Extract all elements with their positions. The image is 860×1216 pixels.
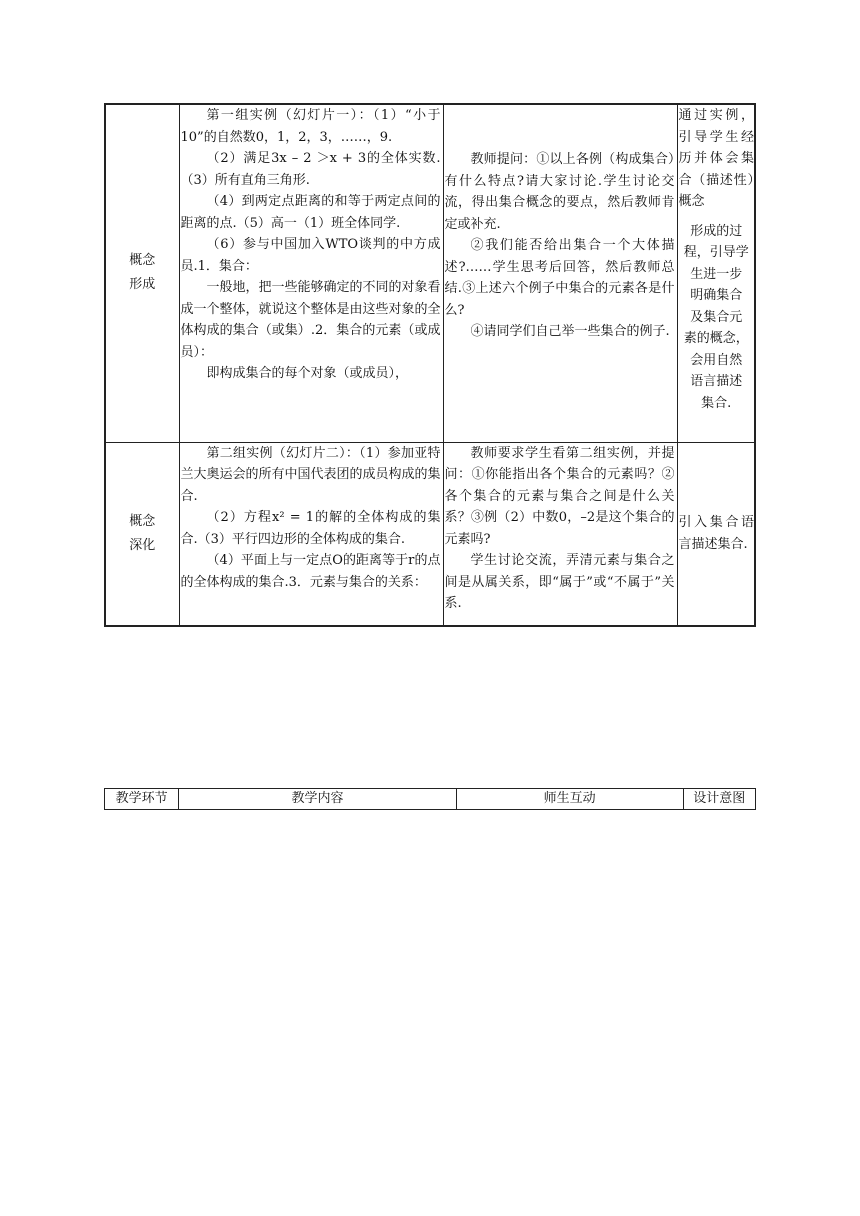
content-cell — [179, 104, 443, 442]
intent-line: 会用自然 — [690, 352, 743, 368]
content-paragraph: （4）到两定点距离的和等于两定点间的距离的点.（5）高一（1）班全体同学. — [180, 194, 441, 231]
stage-label: 形成 — [129, 277, 156, 293]
interaction-paragraph: 教师要求学生看第二组实例，并提问：①你能指出各个集合的元素吗？②各个集合的元素与集合之间是什么关系？③例（2）中数0，–2是这个集合的元素吗? — [444, 445, 675, 547]
header-stage: 教学环节 — [105, 789, 179, 810]
column-header-table — [104, 788, 756, 810]
intent-line: 形成的过 — [690, 223, 743, 239]
intent-line: 程，引导学 — [683, 245, 749, 260]
stage-cell — [105, 442, 179, 626]
header-content: 教学内容 — [179, 789, 456, 810]
interaction-cell — [443, 104, 677, 442]
table-header-row — [105, 789, 756, 810]
interaction-paragraph: ④请同学们自己举一些集合的例子. — [470, 324, 670, 339]
interaction-paragraph: 教师提问：①以上各例（构成集合）有什么特点?请大家讨论.学生讨论交流，得出集合概念的要点，然后教师肯定或补充. — [444, 152, 675, 232]
table-row — [105, 442, 755, 626]
intent-cell — [677, 104, 755, 442]
intent-paragraph: 引入集合语言描述集合. — [678, 515, 754, 552]
stage-label: 概念 — [129, 253, 156, 269]
intent-line: 语言描述 — [690, 374, 743, 389]
stage-label: 概念 — [129, 513, 156, 529]
intent-line: 明确集合 — [690, 288, 743, 303]
content-paragraph: 即构成集合的每个对象（或成员）， — [206, 366, 409, 381]
intent-cell — [677, 442, 755, 626]
intent-line: 及集合元 — [690, 309, 743, 325]
intent-line: 素的概念， — [683, 331, 749, 346]
content-paragraph: 第二组实例（幻灯片二）：（1）参加亚特兰大奥运会的所有中国代表团的成员构成的集合. — [180, 445, 441, 504]
interaction-paragraph: 学生讨论交流，弄清元素与集合之间是从属关系，即“属于”或“不属于”关系. — [444, 553, 675, 611]
content-paragraph: （4）平面上与一定点O的距离等于r的点的全体构成的集合.3．元素与集合的关系： — [180, 553, 441, 590]
content-paragraph: （6）参与中国加入WTO谈判的中方成员.1．集合： — [180, 237, 441, 274]
content-cell — [179, 442, 443, 626]
content-paragraph: （2）方程x² = 1的解的全体构成的集合.（3）平行四边形的全体构成的集合. — [180, 510, 441, 547]
header-interaction: 师生互动 — [456, 789, 683, 810]
content-paragraph: 第一组实例（幻灯片一）：（1）“小于10”的自然数0，1，2，3，……，9. — [180, 108, 441, 145]
lesson-plan-table — [104, 103, 756, 627]
content-paragraph: （2）满足3x – 2 ＞x + 3的全体实数.（3）所有直角三角形. — [180, 151, 441, 188]
stage-cell — [105, 104, 179, 442]
table-row — [105, 104, 755, 442]
intent-line: 集合. — [701, 395, 732, 411]
intent-paragraph: 通过实例，引导学生经历并体会集合（描述性）概念 — [678, 108, 754, 209]
content-paragraph: 一般地，把一些能够确定的不同的对象看成一个整体，就说这个整体是由这些对象的全体构成的集合（或集）.2．集合的元素（或成员）： — [180, 280, 441, 360]
interaction-cell — [443, 442, 677, 626]
stage-label: 深化 — [129, 537, 156, 553]
header-intent: 设计意图 — [683, 789, 755, 810]
interaction-paragraph: ②我们能否给出集合一个大体描述?……学生思考后回答，然后教师总结.③上述六个例子中集合的元素各是什么? — [444, 238, 675, 318]
intent-line: 生进一步 — [690, 266, 743, 282]
